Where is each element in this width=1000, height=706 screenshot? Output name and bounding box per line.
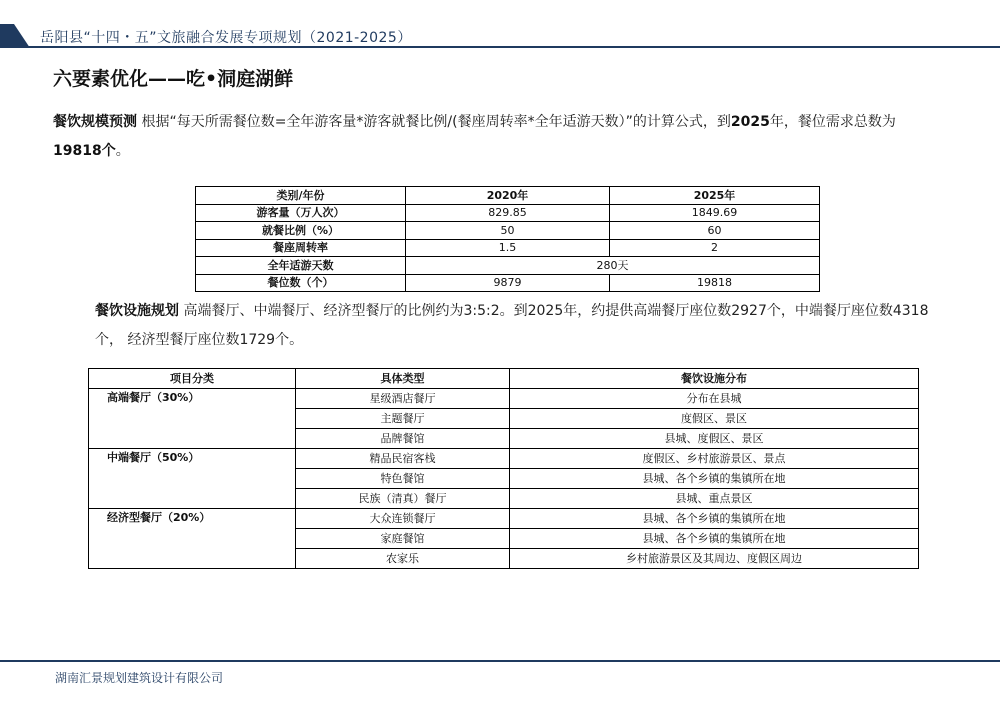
table-row — [196, 204, 820, 222]
header-title: 岳阳县“十四・五”文旅融合发展专项规划（2021-2025） — [40, 30, 412, 46]
distribution-cell: 度假区、景区 — [510, 409, 919, 429]
catering-facility-table — [88, 368, 919, 569]
table-header-row — [196, 187, 820, 205]
catering-forecast-table — [195, 186, 820, 292]
table-row — [196, 274, 820, 292]
type-cell: 星级酒店餐厅 — [296, 389, 510, 409]
header-divider — [0, 46, 1000, 48]
type-cell: 特色餐馆 — [296, 469, 510, 489]
table-header-row — [89, 369, 919, 389]
table-row — [89, 509, 919, 529]
distribution-cell: 度假区、乡村旅游景区、景点 — [510, 449, 919, 469]
value-2025: 2 — [610, 239, 820, 257]
footer-divider — [0, 660, 1000, 662]
type-cell: 精品民宿客栈 — [296, 449, 510, 469]
catering-scale-text-3: 。 — [115, 143, 130, 159]
type-cell: 农家乐 — [296, 549, 510, 569]
row-label: 餐位数（个） — [196, 274, 406, 292]
type-cell: 主题餐厅 — [296, 409, 510, 429]
catering-facility-paragraph — [95, 297, 945, 355]
footer-company: 湖南汇景规划建筑设计有限公司 — [55, 671, 224, 685]
table-header-cell: 具体类型 — [296, 369, 510, 389]
table-header-cell: 类别/年份 — [196, 187, 406, 205]
value-2020: 9879 — [406, 274, 610, 292]
value-2020: 50 — [406, 222, 610, 240]
value-2020: 829.85 — [406, 204, 610, 222]
distribution-cell: 县城、重点景区 — [510, 489, 919, 509]
value-2025: 1849.69 — [610, 204, 820, 222]
row-label: 就餐比例（%） — [196, 222, 406, 240]
category-cell: 高端餐厅（30%） — [89, 389, 296, 449]
table-header-cell: 项目分类 — [89, 369, 296, 389]
merged-value: 280天 — [406, 257, 820, 275]
table-header-cell: 餐饮设施分布 — [510, 369, 919, 389]
distribution-cell: 县城、各个乡镇的集镇所在地 — [510, 469, 919, 489]
catering-scale-paragraph — [53, 108, 933, 166]
table-header-cell: 2025年 — [610, 187, 820, 205]
row-label: 游客量（万人次） — [196, 204, 406, 222]
value-2025: 19818 — [610, 274, 820, 292]
distribution-cell: 县城、度假区、景区 — [510, 429, 919, 449]
type-cell: 民族（清真）餐厅 — [296, 489, 510, 509]
category-cell: 中端餐厅（50%） — [89, 449, 296, 509]
catering-scale-text-1: 根据“每天所需餐位数=全年游客量*游客就餐比例/(餐座周转率*全年适游天数）”的计算公式，到 — [137, 114, 731, 130]
row-label: 餐座周转率 — [196, 239, 406, 257]
distribution-cell: 分布在县城 — [510, 389, 919, 409]
table-row — [196, 222, 820, 240]
header-corner-shape — [0, 24, 30, 48]
type-cell: 家庭餐馆 — [296, 529, 510, 549]
catering-facility-heading: 餐饮设施规划 — [95, 303, 179, 319]
catering-facility-text: 高端餐厅、中端餐厅、经济型餐厅的比例约为3:5:2。到2025年，约提供高端餐厅座位数2927个，中端餐厅座位数4318个， 经济型餐厅座位数1729个。 — [95, 303, 929, 348]
distribution-cell: 乡村旅游景区及其周边、度假区周边 — [510, 549, 919, 569]
distribution-cell: 县城、各个乡镇的集镇所在地 — [510, 509, 919, 529]
type-cell: 大众连锁餐厅 — [296, 509, 510, 529]
catering-scale-total: 19818个 — [53, 143, 116, 159]
table-row — [196, 239, 820, 257]
table-row — [196, 257, 820, 275]
table-row — [89, 449, 919, 469]
value-2020: 1.5 — [406, 239, 610, 257]
catering-scale-heading: 餐饮规模预测 — [53, 114, 137, 130]
category-cell: 经济型餐厅（20%） — [89, 509, 296, 569]
value-2025: 60 — [610, 222, 820, 240]
catering-scale-text-2: 年，餐位需求总数为 — [769, 114, 896, 130]
type-cell: 品牌餐馆 — [296, 429, 510, 449]
distribution-cell: 县城、各个乡镇的集镇所在地 — [510, 529, 919, 549]
catering-scale-year: 2025 — [730, 114, 770, 130]
table-header-cell: 2020年 — [406, 187, 610, 205]
table-row — [89, 389, 919, 409]
page-title: 六要素优化——吃•洞庭湖鲜 — [53, 68, 294, 90]
row-label: 全年适游天数 — [196, 257, 406, 275]
